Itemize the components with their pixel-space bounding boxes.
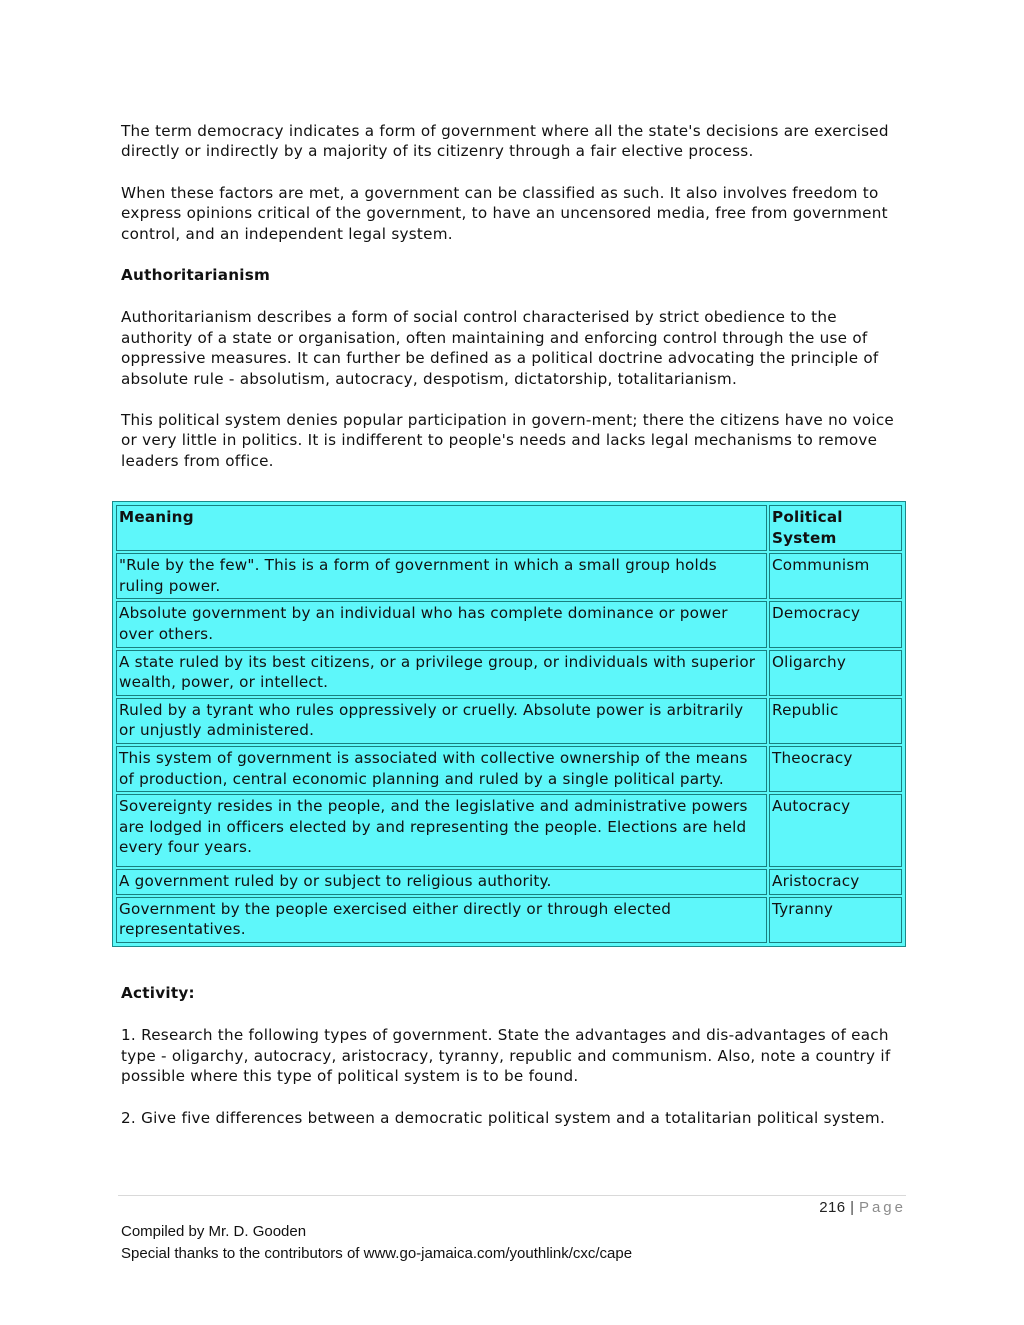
table-row — [116, 698, 902, 744]
compiled-by-text: Compiled by Mr. D. Gooden — [121, 1223, 307, 1240]
table-row — [116, 897, 902, 943]
democracy-definition-paragraph: The term democracy indicates a form of government where all the state's decisions are exercised directly or indirectly by a majority of its citizenry through a fair elective process. — [121, 122, 889, 161]
table-row — [116, 794, 902, 867]
meaning-cell: A state ruled by its best citizens, or a privilege group, or individuals with superior wealth, power, or intellect. — [116, 650, 767, 696]
system-cell: Oligarchy — [769, 650, 902, 696]
page-number — [819, 1199, 906, 1216]
header-political-system: Political System — [769, 505, 902, 551]
page-number-value: 216 — [819, 1199, 846, 1216]
meaning-cell: "Rule by the few". This is a form of government in which a small group holds ruling power. — [116, 553, 767, 599]
footer-credits — [121, 1221, 632, 1264]
table-row — [116, 746, 902, 792]
system-cell: Tyranny — [769, 897, 902, 943]
meaning-cell: Sovereignty resides in the people, and the legislative and administrative powers are lodged in officers elected by and representing the people. Elections are held every four years. — [116, 794, 767, 867]
page-label: Page — [858, 1199, 906, 1216]
meaning-cell: Ruled by a tyrant who rules oppressively or cruelly. Absolute power is arbitrarily or unjustly administered. — [116, 698, 767, 744]
table-row — [116, 601, 902, 647]
meaning-cell: Absolute government by an individual who has complete dominance or power over others. — [116, 601, 767, 647]
authoritarianism-definition-paragraph: Authoritarianism describes a form of social control characterised by strict obedience to the authority of a state or organisation, often maintaining and enforcing control through the use of oppressive measures. It can further be defined as a political doctrine advocating the principle of absolute rule - absolutism, autocracy, despotism, dictatorship, totalitarianism. — [121, 308, 879, 388]
democracy-factors-paragraph: When these factors are met, a government can be classified as such. It also involves freedom to express opinions critical of the government, to have an uncensored media, free from government control, and an independent legal system. — [121, 183, 888, 243]
system-cell: Republic — [769, 698, 902, 744]
page-content — [121, 121, 903, 492]
header-meaning: Meaning — [116, 505, 767, 551]
activity-item-1: 1. Research the following types of government. State the advantages and dis-advantages of each type - oligarchy, autocracy, aristocracy, tyranny, republic and communism. Also, note a country if possible where this type of political system is to be found. — [121, 1026, 891, 1086]
political-systems-table — [112, 501, 906, 947]
activity-heading: Activity: — [121, 984, 195, 1002]
table-row — [116, 553, 902, 599]
authoritarianism-system-paragraph: This political system denies popular participation in govern-ment; there the citizens have no voice or very little in politics. It is indifferent to people's needs and lacks legal mechanisms to remove leaders from office. — [121, 411, 895, 470]
system-cell: Communism — [769, 553, 902, 599]
authoritarianism-heading: Authoritarianism — [121, 266, 271, 285]
table-header-row — [116, 505, 902, 551]
table-row — [116, 650, 902, 696]
meaning-cell: This system of government is associated with collective ownership of the means of production, central economic planning and ruled by a single political party. — [116, 746, 767, 792]
system-cell: Democracy — [769, 601, 902, 647]
system-cell: Aristocracy — [769, 869, 902, 895]
system-cell: Theocracy — [769, 746, 902, 792]
table-row — [116, 869, 902, 895]
meaning-cell: A government ruled by or subject to religious authority. — [116, 869, 767, 895]
activity-section — [121, 983, 903, 1149]
thanks-text: Special thanks to the contributors of www.go-jamaica.com/youthlink/cxc/cape — [121, 1244, 633, 1262]
system-cell: Autocracy — [769, 794, 902, 867]
footer-divider — [118, 1195, 906, 1196]
meaning-cell: Government by the people exercised either directly or through elected representatives. — [116, 897, 767, 943]
activity-item-2: 2. Give five differences between a democratic political system and a totalitarian political system. — [121, 1108, 886, 1127]
page-separator: | — [850, 1199, 855, 1216]
